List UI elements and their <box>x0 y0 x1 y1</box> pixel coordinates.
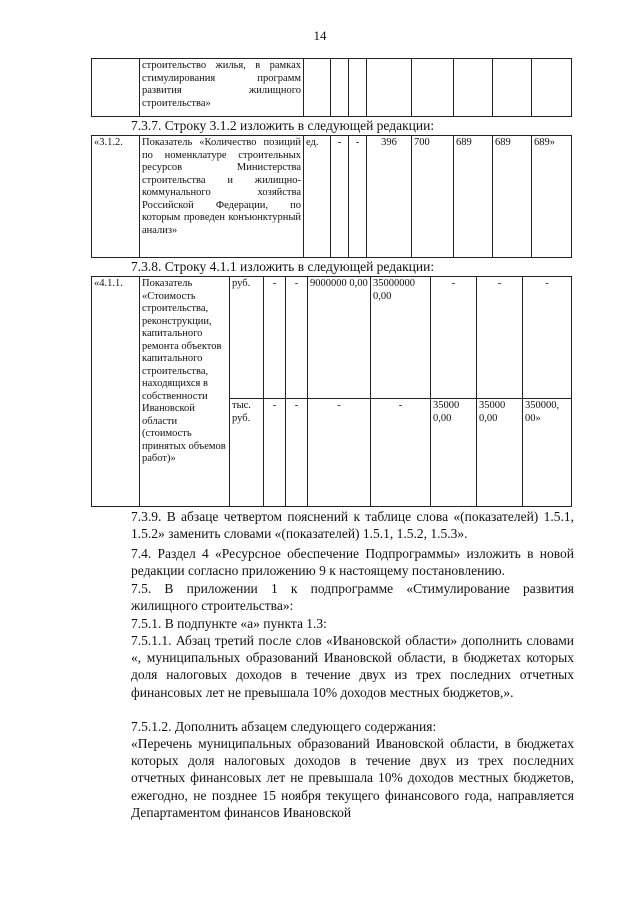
table-cell <box>349 59 367 117</box>
table-cell: строительство жилья, в рамках стимулирования программ развития жилищного строительства» <box>140 59 304 117</box>
heading-row-312: 7.3.7. Строку 3.1.2 изложить в следующей редакции: <box>131 118 435 133</box>
heading-row-411: 7.3.8. Строку 4.1.1 изложить в следующей редакции: <box>131 259 435 274</box>
table-cell <box>454 59 493 117</box>
value-cell: - <box>286 399 308 507</box>
indicator-name: Показатель «Количество позиций по номенклатуре строительных ресурсов Министерства строительства и жилищно-коммунального хозяйства Российской Федерации, по которым проведен конъюнктурный анализ» <box>140 136 304 258</box>
row-number: «3.1.2. <box>92 136 140 258</box>
value-cell: - <box>286 277 308 399</box>
value-cell: 350000, 00» <box>523 399 572 507</box>
paragraph-text: 7.5.1.1. Абзац третий после слов «Ивановской области» дополнить словами «, муниципальных образований Ивановской области, в бюджетах которых доля налоговых доходов в течение двух из трех последних отчетных финансовых лет не превышала 10% доходов местных бюджетов,». <box>131 633 574 700</box>
value-cell: - <box>523 277 572 399</box>
paragraph-text: 7.5.1. В подпункте «а» пункта 1.3: <box>131 616 327 631</box>
paragraph-7-5-1-1 <box>91 632 574 701</box>
value-cell: 700 <box>412 136 454 258</box>
value-cell: - <box>477 277 523 399</box>
unit-cell: руб. <box>230 277 264 399</box>
paragraph-text: 7.4. Раздел 4 «Ресурсное обеспечение Подпрограммы» изложить в новой редакции согласно приложению 9 к настоящему постановлению. <box>131 546 574 579</box>
table-cell <box>532 59 572 117</box>
paragraph-quote <box>91 735 574 821</box>
value-cell: - <box>371 399 431 507</box>
value-cell: - <box>264 277 286 399</box>
value-cell: - <box>349 136 367 258</box>
table-cell <box>493 59 532 117</box>
value-cell: - <box>308 399 371 507</box>
paragraph-text: 7.5.1.2. Дополнить абзацем следующего содержания: <box>131 719 437 734</box>
row-number: «4.1.1. <box>92 277 140 507</box>
paragraph-text: 7.5. В приложении 1 к подпрограмме «Стимулирование развития жилищного строительства»: <box>131 581 574 614</box>
paragraph-7-5 <box>91 580 574 614</box>
value-cell: 35000000 0,00 <box>371 277 431 399</box>
value-cell: - <box>331 136 349 258</box>
table-row-312 <box>91 135 572 258</box>
value-cell: - <box>264 399 286 507</box>
table-row-411 <box>91 276 572 507</box>
table-cell <box>331 59 349 117</box>
value-cell: 35000 0,00 <box>477 399 523 507</box>
value-cell: 689» <box>532 136 572 258</box>
paragraph-7-5-1 <box>91 615 574 632</box>
indicator-name: Показатель «Стоимость строительства, реконструкции, капитального ремонта объектов капитального строительства, находящихся в собственности Ивановской области (стоимость принятых объемов работ)» <box>140 277 230 507</box>
table-cell <box>92 59 140 117</box>
value-cell: 689 <box>454 136 493 258</box>
paragraph-7-5-1-2 <box>91 718 574 735</box>
value-cell: 689 <box>493 136 532 258</box>
table-cell <box>412 59 454 117</box>
paragraph-7-3-9 <box>91 508 574 542</box>
paragraph-text: 7.3.9. В абзаце четвертом пояснений к таблице слова «(показателей) 1.5.1, 1.5.2» заменить словами «(показателей) 1.5.1, 1.5.2, 1.5.3». <box>131 509 574 542</box>
value-cell: 9000000 0,00 <box>308 277 371 399</box>
paragraph-text: «Перечень муниципальных образований Ивановской области, в бюджетах которых доля налоговых доходов в течение двух из трех последних отчетных финансовых лет не превышала 10% доходов местных бюджетов, ежегодно, не позднее 15 ноября текущего финансового года, направляется Департаментом финансов Ивановской <box>131 736 574 820</box>
table-continuation <box>91 58 572 117</box>
unit-cell: тыс. руб. <box>230 399 264 507</box>
value-cell: - <box>431 277 477 399</box>
value-cell: 35000 0,00 <box>431 399 477 507</box>
page-number: 14 <box>313 28 327 43</box>
table-cell <box>367 59 412 117</box>
value-cell: 396 <box>367 136 412 258</box>
table-cell <box>304 59 331 117</box>
paragraph-7-4 <box>91 545 574 579</box>
unit-cell: ед. <box>304 136 331 258</box>
